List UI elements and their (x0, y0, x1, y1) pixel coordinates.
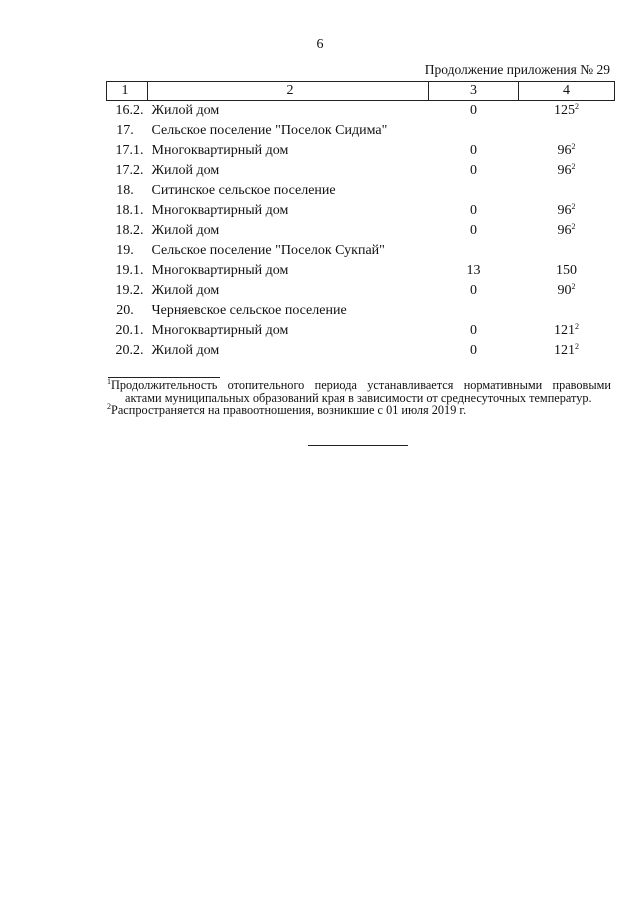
table-section-row (107, 181, 615, 201)
table-row (107, 161, 615, 181)
row-number: 18.1. (115, 203, 144, 218)
row-col-3: 0 (470, 203, 477, 218)
row-number: 19. (116, 243, 134, 258)
row-name: Жилой дом (151, 283, 220, 298)
footnote-1 (107, 379, 611, 404)
row-name: Сельское поселение "Поселок Сукпай" (151, 243, 385, 258)
table-row (107, 261, 615, 281)
row-col-4 (519, 101, 615, 122)
table-row (107, 221, 615, 241)
row-name: Многоквартирный дом (151, 323, 289, 338)
row-number: 18. (116, 183, 134, 198)
row-number: 17.1. (115, 143, 144, 158)
row-name: Многоквартирный дом (151, 203, 289, 218)
table-header-row (107, 82, 615, 101)
footnote-1-mark: 1 (107, 377, 111, 386)
row-col-4 (519, 201, 615, 221)
row-number: 17.2. (115, 163, 144, 178)
row-col-4-footnote-mark: 2 (575, 342, 579, 351)
footnote-2-mark: 2 (107, 402, 111, 411)
row-number: 17. (116, 123, 134, 138)
data-table (106, 81, 615, 361)
row-col-3 (429, 301, 519, 321)
row-name: Жилой дом (151, 103, 220, 118)
row-col-3: 0 (470, 143, 477, 158)
row-col-4 (519, 141, 615, 161)
row-col-4 (519, 321, 615, 341)
row-name: Жилой дом (151, 223, 220, 238)
row-col-4 (519, 261, 615, 281)
row-col-4 (519, 241, 615, 261)
table-row (107, 201, 615, 221)
table-row (107, 321, 615, 341)
row-col-3: 0 (470, 163, 477, 178)
row-col-4-footnote-mark: 2 (571, 202, 576, 211)
row-number: 20.1. (115, 323, 144, 338)
row-col-4-value: 150 (556, 263, 577, 278)
header-col-1: 1 (107, 82, 148, 101)
row-col-4-footnote-mark: 2 (571, 142, 576, 151)
footnote-2-text: Распространяется на правоотношения, возникшие с 01 июля 2019 г. (111, 403, 467, 417)
row-name: Жилой дом (151, 343, 220, 358)
table-body (107, 101, 615, 362)
table-section-row (107, 301, 615, 321)
row-col-3: 0 (470, 343, 477, 358)
footnote-2 (107, 404, 611, 417)
row-name: Многоквартирный дом (151, 263, 289, 278)
table-section-row (107, 241, 615, 261)
row-col-4 (519, 121, 615, 141)
row-col-4 (519, 281, 615, 301)
table-row (107, 341, 615, 361)
row-col-3 (429, 241, 519, 261)
continuation-note: Продолжение приложения № 29 (424, 62, 610, 77)
row-number: 19.2. (115, 283, 144, 298)
row-number: 20.2. (115, 343, 144, 358)
row-col-3 (429, 181, 519, 201)
header-col-2: 2 (148, 82, 429, 101)
row-col-4-value: 125 (554, 103, 575, 118)
footnotes (107, 379, 611, 417)
row-col-3: 0 (470, 223, 477, 238)
row-col-3: 0 (470, 323, 477, 338)
row-name: Многоквартирный дом (151, 143, 289, 158)
row-name: Сельское поселение "Поселок Сидима" (151, 123, 388, 138)
row-col-4-footnote-mark: 2 (571, 162, 576, 171)
row-col-4-value: 96 (557, 143, 572, 158)
row-col-3 (429, 121, 519, 141)
page-number: 6 (316, 37, 324, 52)
row-col-3: 13 (466, 263, 481, 278)
row-col-4-value: 96 (557, 163, 572, 178)
row-col-4-value: 96 (557, 203, 572, 218)
footnote-1-line-1: Продолжительность отопительного периода устанавливается нормативными правовыми (111, 378, 611, 392)
row-col-4 (519, 221, 615, 241)
row-number: 16.2. (115, 103, 144, 118)
row-col-4-value: 96 (557, 223, 572, 238)
footnote-1-line-2: актами муниципальных образований края в зависимости от среднесуточных температур. (125, 390, 592, 405)
row-col-4-footnote-mark: 2 (575, 102, 579, 111)
header-col-4: 4 (519, 82, 615, 101)
table-section-row (107, 121, 615, 141)
table-row (107, 281, 615, 301)
row-col-4-footnote-mark: 2 (571, 282, 576, 291)
table-row (107, 141, 615, 161)
row-col-4-value: 121 (554, 343, 575, 358)
row-number: 18.2. (115, 223, 144, 238)
row-number: 20. (116, 303, 134, 318)
row-name: Черняевское сельское поселение (151, 303, 347, 318)
row-col-3: 0 (470, 283, 477, 298)
row-col-4-value: 90 (557, 283, 572, 298)
row-col-4 (519, 301, 615, 321)
row-col-4-footnote-mark: 2 (575, 322, 579, 331)
end-separator (308, 445, 408, 446)
row-col-4 (519, 181, 615, 201)
row-col-3: 0 (470, 103, 477, 118)
header-col-3: 3 (429, 82, 519, 101)
row-name: Ситинское сельское поселение (151, 183, 336, 198)
row-number: 19.1. (115, 263, 144, 278)
row-col-4 (519, 341, 615, 361)
row-col-4-value: 121 (554, 323, 575, 338)
row-name: Жилой дом (151, 163, 220, 178)
row-col-4-footnote-mark: 2 (571, 222, 576, 231)
table-row (107, 101, 615, 122)
row-col-4 (519, 161, 615, 181)
